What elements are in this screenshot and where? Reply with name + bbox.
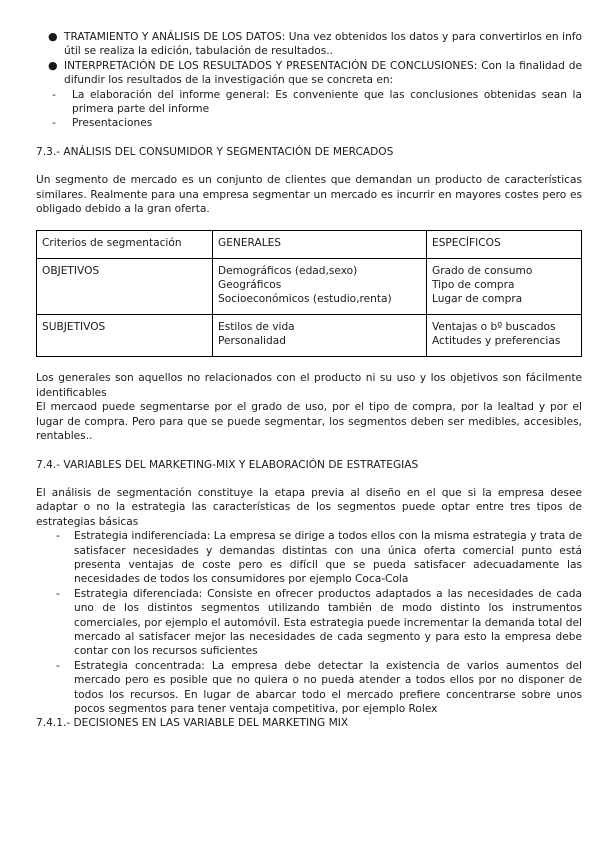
table-cell-generales	[213, 259, 427, 315]
bullet-list	[36, 30, 582, 88]
table-header-row	[37, 231, 582, 259]
section-heading-7-4: 7.4.- VARIABLES DEL MARKETING-MIX Y ELABORACIÓN DE ESTRATEGIAS	[36, 458, 419, 471]
cell-line: Lugar de compra	[432, 293, 523, 306]
cell-line: Demográficos (edad,sexo)	[218, 265, 358, 278]
section-heading-7-3: 7.3.- ANÁLISIS DEL CONSUMIDOR Y SEGMENTACIÓN DE MERCADOS	[36, 145, 394, 158]
bullet-dot-icon: ●	[48, 58, 58, 72]
dash-icon: -	[52, 88, 56, 101]
dash-icon: -	[56, 659, 60, 672]
section-7-4-intro: El análisis de segmentación constituye la etapa previa al diseño en el que si la empresa desee adaptar o no la estrategia las características de los segmentos puede optar entre tres tipos de estrategias básicas	[36, 486, 582, 528]
cell-line: Estilos de vida	[218, 321, 295, 334]
document-page	[36, 30, 582, 731]
strategy-text: Estrategia concentrada: La empresa debe detectar la existencia de varios aumentos del mercado pero es posible que no quiera o no pueda atender a todos ellos por no disponer de todos los recursos. En lugar de abarcar todo el mercado prefiere concentrarse sobre unos pocos segmentos para tener ventaja competitiva, por ejemplo Rolex	[74, 659, 582, 715]
strategy-item	[36, 659, 582, 717]
dash-icon: -	[56, 587, 60, 600]
bullet-text: TRATAMIENTO Y ANÁLISIS DE LOS DATOS: Una vez obtenidos los datos y para convertirlos en info útil se realiza la edición, tabulación de resultados..	[64, 31, 582, 58]
table-cell-especificos	[427, 259, 582, 315]
bullet-text: INTERPRETACIÓN DE LOS RESULTADOS Y PRESENTACIÓN DE CONCLUSIONES: Con la finalidad de difundir los resultados de la investigación que se concreta en:	[64, 59, 582, 87]
strategy-item	[36, 587, 582, 659]
cell-line: Personalidad	[218, 335, 286, 348]
strategy-list	[36, 529, 582, 716]
strategy-item	[36, 529, 582, 587]
strategy-text: Estrategia diferenciada: Consiste en ofrecer productos adaptados a las necesidades de cada uno de los distintos segmentos utilizando también de modo distinto los instrumentos comerciales, por ejemplo el automóvil. Esta estrategia puede incrementar la demanda total del mercado al satisfacer mejor las necesidades de cada segmento y para esto la empresa debe contar con los recursos suficientes	[74, 587, 582, 658]
table-row	[37, 315, 582, 357]
section-7-3-intro: Un segmento de mercado es un conjunto de clientes que demandan un producto de características similares. Realmente para una empresa segmentar un mercado es incurrir en mayores costes pero es obligado debido a la gran oferta.	[36, 174, 582, 216]
section-heading-7-4-1: 7.4.1.- DECISIONES EN LAS VARIABLE DEL MARKETING MIX	[36, 717, 349, 730]
dash-icon: -	[56, 530, 60, 543]
sub-item	[36, 116, 582, 130]
cell-line: Geográficos	[218, 279, 282, 292]
bullet-item	[36, 30, 582, 59]
cell-line: Ventajas o bº buscados	[432, 321, 556, 334]
sub-list	[36, 88, 582, 131]
table-header-cell: Criterios de segmentación	[37, 231, 213, 259]
sub-item-text: La elaboración del informe general: Es conveniente que las conclusiones obtenidas sean la primera parte del informe	[72, 88, 582, 116]
table-cell-criterio: SUBJETIVOS	[37, 315, 213, 357]
table-cell-generales	[213, 315, 427, 357]
after-table-paragraph-2: El mercaod puede segmentarse por el grado de uso, por el tipo de compra, por la lealtad y por el lugar de compra. Pero para que se puede segmentar, los segmentos deben ser medibles, accesibles, rentables..	[36, 401, 582, 443]
cell-line: Tipo de compra	[432, 279, 515, 292]
after-table-paragraph-1: Los generales son aquellos no relacionados con el producto ni su uso y los objetivos son fácilmente identificables	[36, 372, 582, 399]
table-header-cell: ESPECÍFICOS	[427, 231, 582, 259]
table-header-cell: GENERALES	[213, 231, 427, 259]
table-cell-especificos	[427, 315, 582, 357]
sub-item-text: Presentaciones	[72, 117, 153, 130]
dash-icon: -	[52, 117, 56, 130]
cell-line: Socioeconómicos (estudio,renta)	[218, 293, 392, 306]
bullet-dot-icon: ●	[48, 30, 58, 43]
sub-item	[36, 88, 582, 117]
cell-line: Actitudes y preferencias	[432, 335, 561, 348]
table-cell-criterio: OBJETIVOS	[37, 259, 213, 315]
bullet-item	[36, 59, 582, 88]
table-row	[37, 259, 582, 315]
segmentation-table	[36, 230, 582, 357]
cell-line: Grado de consumo	[432, 265, 533, 278]
strategy-text: Estrategia indiferenciada: La empresa se dirige a todos ellos con la misma estrategia y trata de satisfacer necesidades y demandas distintas con una única oferta comercial punto está presenta ventajas de coste pero es difícil que se pueda satisfacer adecuadamente las necesidades de todos los consumidores por ejemplo Coca-Cola	[74, 530, 582, 586]
